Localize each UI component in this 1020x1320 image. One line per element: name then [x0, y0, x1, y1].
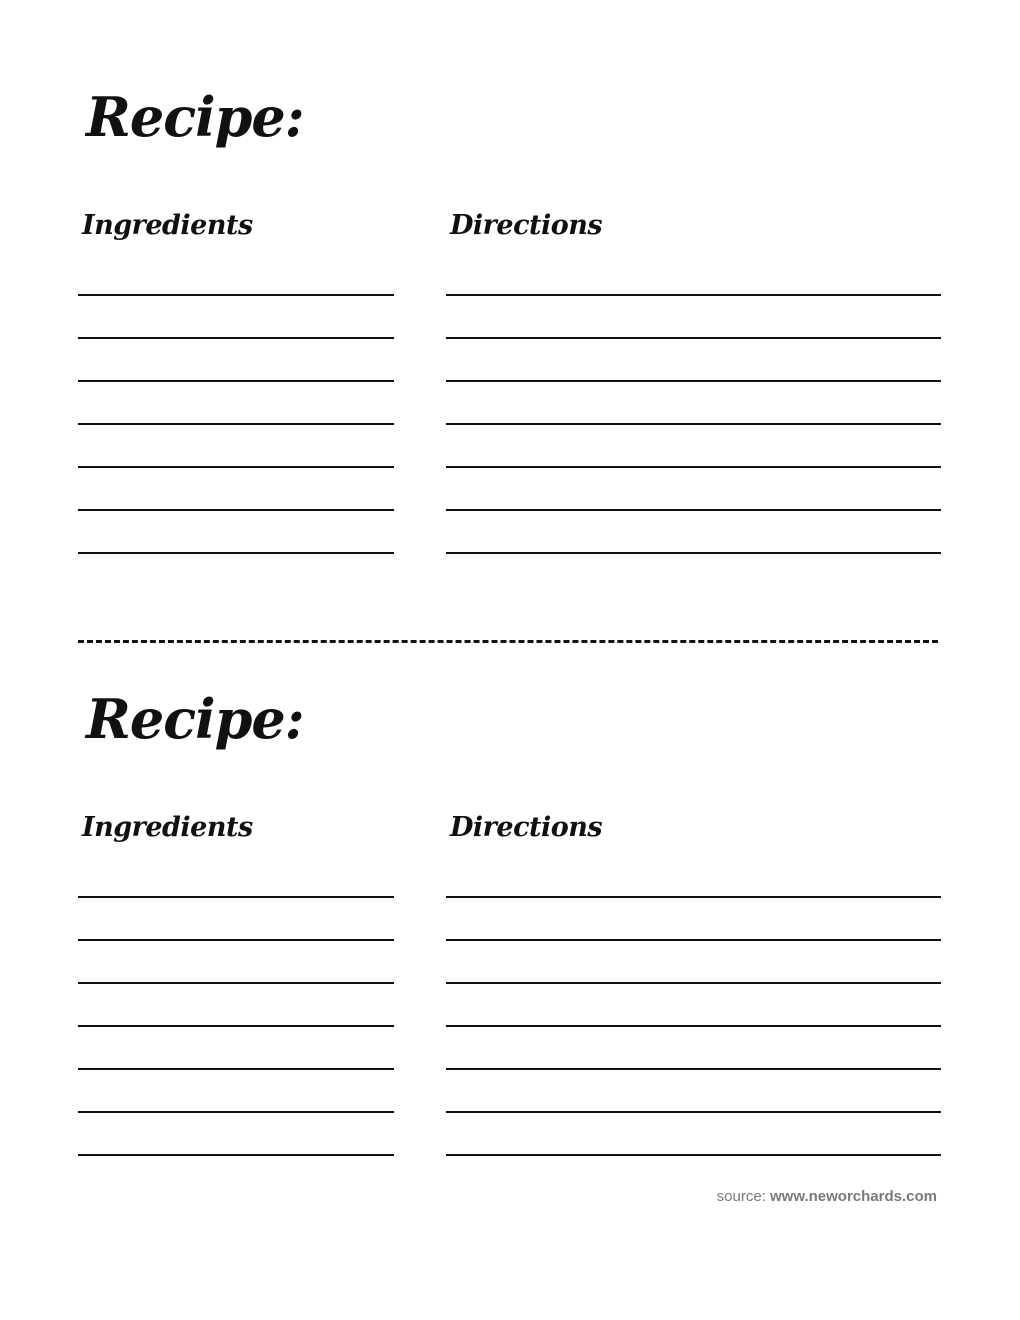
direction-write-line — [446, 337, 941, 339]
ingredient-write-line — [78, 294, 394, 296]
direction-write-line — [446, 939, 941, 941]
recipe-card-2 — [0, 602, 1020, 1162]
direction-write-line — [446, 552, 941, 554]
ingredient-write-line — [78, 466, 394, 468]
source-credit — [717, 1187, 937, 1207]
direction-write-line — [446, 1068, 941, 1070]
ingredients-heading: Ingredients — [82, 210, 253, 241]
source-site: www.neworchards.com — [770, 1188, 937, 1205]
ingredient-write-line — [78, 982, 394, 984]
ingredients-lines — [78, 294, 394, 595]
directions-lines — [446, 896, 941, 1197]
directions-lines — [446, 294, 941, 595]
ingredient-write-line — [78, 509, 394, 511]
ingredient-write-line — [78, 380, 394, 382]
directions-heading: Directions — [450, 210, 603, 241]
source-prefix: source: — [716, 1188, 770, 1205]
direction-write-line — [446, 380, 941, 382]
directions-heading: Directions — [450, 812, 603, 843]
direction-write-line — [446, 1154, 941, 1156]
direction-write-line — [446, 294, 941, 296]
ingredients-lines — [78, 896, 394, 1197]
direction-write-line — [446, 509, 941, 511]
ingredient-write-line — [78, 1068, 394, 1070]
ingredient-write-line — [78, 1154, 394, 1156]
ingredients-heading: Ingredients — [82, 812, 253, 843]
direction-write-line — [446, 1025, 941, 1027]
recipe-card-1 — [0, 0, 1020, 560]
direction-write-line — [446, 1111, 941, 1113]
ingredient-write-line — [78, 1111, 394, 1113]
ingredient-write-line — [78, 552, 394, 554]
direction-write-line — [446, 466, 941, 468]
direction-write-line — [446, 423, 941, 425]
direction-write-line — [446, 982, 941, 984]
ingredient-write-line — [78, 423, 394, 425]
recipe-title: Recipe: — [86, 85, 304, 149]
recipe-title: Recipe: — [86, 687, 304, 751]
ingredient-write-line — [78, 1025, 394, 1027]
ingredient-write-line — [78, 896, 394, 898]
direction-write-line — [446, 896, 941, 898]
ingredient-write-line — [78, 337, 394, 339]
ingredient-write-line — [78, 939, 394, 941]
